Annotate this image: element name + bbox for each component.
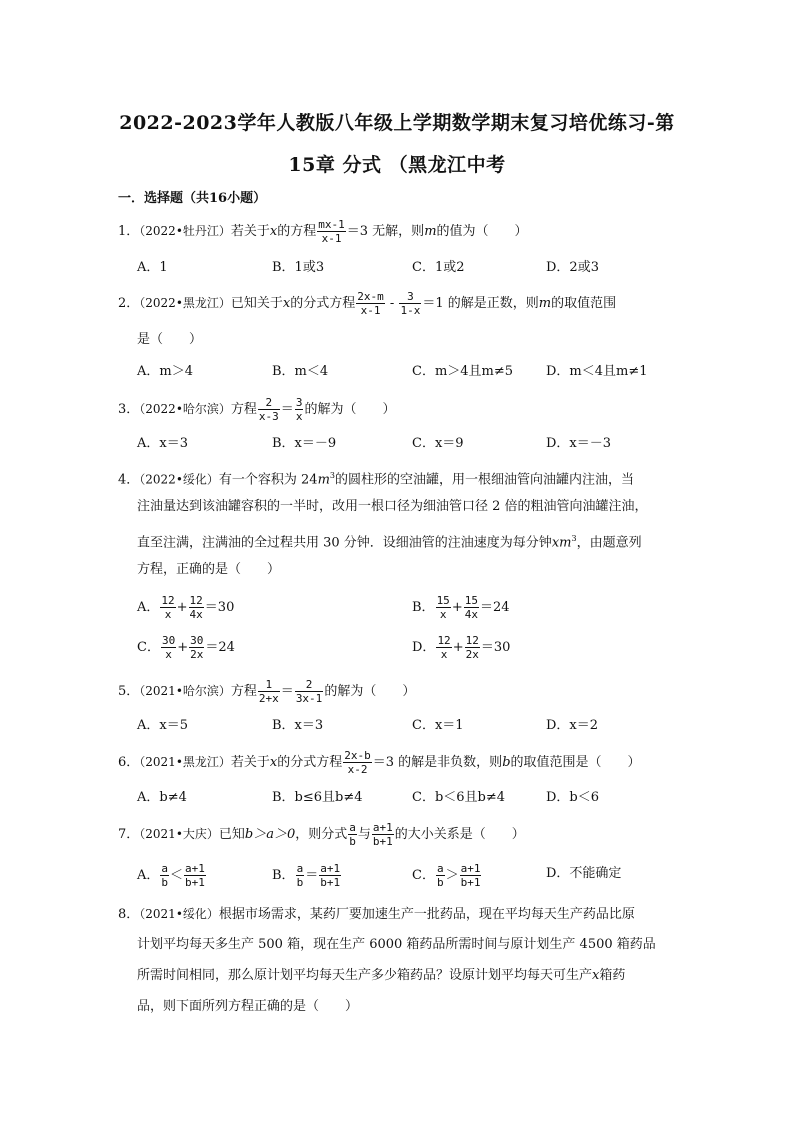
q4-d-op: + (452, 640, 464, 655)
q1-frac-den: x-1 (321, 232, 342, 245)
q3-number: 3． (118, 402, 140, 417)
q8-line1: 根据市场需求，某药厂要加速生产一批药品，现在平均每天生产药品比原 (218, 907, 635, 922)
q4-line3a: 直至注满，注满油的全过程共用 30 分钟．设细油管的注油速度为每分钟 (137, 535, 552, 551)
q2-option-b[interactable]: B．m＜4 (272, 364, 329, 379)
question-6 (118, 749, 698, 776)
q5-f1-num: 1 (258, 678, 280, 692)
question-2 (118, 290, 698, 317)
q3-option-b[interactable]: B．x＝－9 (272, 436, 337, 451)
q4-unit-m: m (317, 472, 330, 488)
q2-option-d[interactable]: D．m＜4且m≠1 (546, 364, 648, 379)
q4-b-f1n: 15 (436, 594, 450, 607)
q6-option-a[interactable]: A．b≠4 (137, 790, 187, 805)
page-title-line2: 15章 分式 （黑龙江中考 (288, 154, 506, 176)
q5-f2-den: 3x-1 (295, 692, 323, 705)
q4-b-frac2 (464, 594, 479, 621)
q8-line3b: 箱药 (599, 968, 626, 983)
q5-text2: 的解为（ ） (324, 684, 416, 699)
q4-a-f1n: 12 (161, 594, 175, 607)
q7-a-f2n: a+1 (185, 862, 205, 875)
q7-b-f1n: a (296, 862, 304, 875)
q4-b-f2d: 4x (464, 608, 478, 621)
q1-text4: 的值为（ ） (436, 224, 528, 239)
q4-option-c[interactable] (137, 634, 235, 661)
q2-text2: 的分式方程 (290, 296, 356, 311)
q6-source: （2021•黑龙江） (139, 755, 231, 769)
q4-d-rhs: ＝30 (480, 640, 511, 655)
q4-a-f2d: 4x (189, 608, 203, 621)
q1-var2: m (424, 224, 437, 239)
q2-fraction-1 (356, 290, 385, 317)
q4-option-d[interactable] (412, 634, 510, 661)
q8-line4: 品，则下面所列方程正确的是（ ） (137, 999, 359, 1014)
question-3 (118, 396, 698, 423)
q2-continuation: 是（ ） (137, 332, 203, 347)
q6-var: x (269, 755, 278, 770)
q5-number: 5． (118, 684, 140, 699)
q4-sup2: 3 (571, 534, 577, 543)
q8-line3a: 所需时间相同，那么原计划平均每天生产多少箱药品？设原计划平均每天可生产 (137, 968, 593, 983)
q2-f2-den: 1-x (400, 304, 421, 317)
q4-d-f1d: x (440, 648, 448, 661)
q6-text3: ＝3 的解是非负数，则 (372, 755, 503, 770)
q7-f2-den: b+1 (372, 835, 393, 848)
q1-option-a[interactable]: A．1 (137, 260, 168, 275)
q8-line2: 计划平均每天多生产 500 箱，现在生产 6000 箱药品所需时间与原计划生产 4500 箱药品 (137, 937, 656, 952)
q7-c-op: ＞ (445, 868, 459, 883)
q4-c-f1n: 30 (161, 634, 176, 647)
q7-f2-num: a+1 (372, 821, 393, 834)
q7-c-label: C． (412, 868, 435, 883)
q5-source: （2021•哈尔滨） (139, 684, 231, 698)
q4-a-rhs: ＝30 (204, 600, 235, 615)
q3-fraction-1 (258, 396, 280, 423)
q6-text4: 的取值范围是（ ） (510, 755, 641, 770)
q7-f1-num: a (349, 821, 356, 834)
q5-option-d[interactable]: D．x＝2 (546, 718, 599, 733)
q2-var: x (282, 296, 291, 311)
question-1 (118, 218, 698, 245)
q5-f2-num: 2 (295, 678, 324, 692)
q7-b-frac1 (296, 862, 305, 889)
q6-fraction (343, 749, 372, 776)
q3-f2-num: 3 (295, 396, 303, 409)
q4-b-frac1 (436, 594, 451, 621)
q6-var2: b (502, 755, 511, 770)
q7-text4: 的大小关系是（ ） (394, 827, 525, 842)
q7-b-frac2 (319, 862, 341, 889)
q6-option-d[interactable]: D．b＜6 (546, 790, 600, 805)
question-4 (118, 466, 698, 490)
q8-source: （2021•绥化） (139, 907, 219, 921)
q7-fraction-2 (372, 821, 394, 848)
q7-c-f2d: b+1 (460, 876, 481, 889)
q2-text3: ＝1 的解是正数，则 (422, 296, 539, 311)
q7-fraction-1 (348, 821, 357, 848)
q3-option-c[interactable]: C．x＝9 (412, 436, 464, 451)
q3-source: （2022•哈尔滨） (139, 402, 231, 416)
q4-c-label: C． (137, 640, 160, 655)
q2-f1-den: x-1 (360, 304, 381, 317)
q4-line1a: 有一个容积为 24 (218, 472, 318, 488)
q5-f1-den: 2+x (258, 692, 279, 705)
page-title-line1: 2022-2023学年人教版八年级上学期数学期末复习培优练习-第 (119, 112, 675, 134)
q7-source: （2021•大庆） (139, 827, 219, 841)
q2-source: （2022•黑龙江） (139, 296, 231, 310)
q4-d-frac2 (465, 634, 480, 661)
q8-line3 (137, 966, 625, 986)
q7-a-f2d: b+1 (185, 876, 205, 889)
q6-text: 若关于 (230, 755, 270, 770)
q8-number: 8． (118, 907, 140, 922)
q7-option-b[interactable] (272, 862, 342, 889)
q3-f1-num: 2 (258, 396, 280, 410)
q2-text: 已知关于 (230, 296, 283, 311)
q3-text: 方程 (230, 402, 257, 417)
q1-text3: ＝3 无解，则 (346, 224, 425, 239)
q5-fraction-2 (295, 678, 324, 705)
q5-option-a[interactable]: A．x＝5 (137, 718, 188, 733)
q3-option-d[interactable]: D．x＝－3 (546, 436, 612, 451)
q7-b-f2n: a+1 (320, 862, 341, 875)
q7-c-f1d: b (436, 876, 444, 889)
q7-a-label: A． (137, 868, 160, 883)
q8-var: x (592, 968, 600, 983)
q4-a-f2n: 12 (189, 594, 203, 607)
q7-b-f2d: b+1 (320, 876, 341, 889)
question-5 (118, 678, 698, 705)
q6-number: 6． (118, 755, 140, 770)
q4-b-rhs: ＝24 (479, 600, 510, 615)
q7-text3: 与 (357, 827, 371, 842)
q4-b-op: + (451, 600, 463, 615)
q1-source: （2022•牡丹江） (139, 224, 231, 238)
q3-f1-den: x-3 (258, 410, 279, 423)
q5-text: 方程 (230, 684, 257, 699)
q7-c-frac2 (460, 862, 482, 889)
section-heading: 一．选择题（共16小题） (118, 191, 267, 206)
q2-f1-num: 2x-m (357, 290, 384, 303)
q4-option-b[interactable] (412, 594, 510, 621)
q1-text: 若关于 (230, 224, 270, 239)
q7-a-f1d: b (161, 876, 169, 889)
q1-text2: 的方程 (277, 224, 317, 239)
q4-line2: 注油量达到该油罐容积的一半时，改用一根口径为细油管口径 2 倍的粗油管向油罐注油， (137, 499, 648, 514)
q3-fraction-2 (295, 396, 304, 423)
q7-option-d[interactable]: D．不能确定 (546, 866, 622, 881)
q7-c-f1n: a (436, 862, 444, 875)
q1-frac-num: mx-1 (318, 218, 345, 231)
q4-c-rhs: ＝24 (205, 640, 235, 655)
q5-equals: ＝ (280, 684, 294, 699)
question-7 (118, 821, 698, 848)
q4-line1b: 的圆柱形的空油罐，用一根细油管向油罐内注油，当 (335, 472, 635, 488)
q4-option-a[interactable] (137, 594, 234, 621)
q4-sup: 3 (329, 471, 336, 480)
q6-frac-den: x-2 (347, 763, 368, 776)
q1-var: x (269, 224, 278, 239)
q4-c-frac1 (161, 634, 176, 661)
q4-c-f2d: 2x (190, 648, 204, 661)
q4-d-f2d: 2x (465, 648, 479, 661)
q4-a-op: + (176, 600, 188, 615)
q5-option-b[interactable]: B．x＝3 (272, 718, 324, 733)
q7-text2: ，则分式 (295, 827, 348, 842)
q5-option-c[interactable]: C．x＝1 (412, 718, 464, 733)
q2-text4: 的取值范围 (551, 296, 617, 311)
q7-c-frac1 (436, 862, 445, 889)
q4-c-f1d: x (165, 648, 172, 661)
q4-source: （2022•绥化） (139, 472, 219, 487)
q1-fraction (317, 218, 346, 245)
q7-a-f1n: a (161, 862, 169, 875)
q1-option-b[interactable]: B．1或3 (272, 260, 325, 275)
q4-line3 (137, 529, 642, 553)
q4-a-frac2 (189, 594, 204, 621)
q7-option-c[interactable] (412, 862, 482, 889)
q2-var2: m (538, 296, 552, 311)
q2-option-c[interactable]: C．m＞4且m≠5 (412, 364, 514, 379)
q4-number: 4． (118, 472, 140, 488)
q4-d-f2n: 12 (465, 634, 479, 647)
q6-frac-num: 2x-b (344, 749, 371, 762)
q6-text2: 的分式方程 (277, 755, 343, 770)
q7-text: 已知 (218, 827, 245, 842)
q3-equals: ＝ (280, 402, 294, 417)
q4-c-f2n: 30 (190, 634, 204, 647)
q4-d-f1n: 12 (437, 634, 451, 647)
q7-a-frac2 (184, 862, 206, 889)
q3-option-a[interactable]: A．x＝3 (137, 436, 188, 451)
q1-option-d[interactable]: D．2或3 (546, 260, 599, 275)
q1-number: 1． (118, 224, 140, 239)
q2-minus: - (385, 296, 399, 311)
q4-d-label: D． (412, 640, 436, 655)
q6-option-c[interactable]: C．b＜6且b≠4 (412, 790, 506, 805)
q4-d-frac1 (436, 634, 451, 661)
q1-option-c[interactable]: C．1或2 (412, 260, 465, 275)
q4-a-frac1 (160, 594, 175, 621)
q3-f2-den: x (295, 410, 303, 423)
q7-condition: b＞a＞0 (244, 827, 296, 842)
q7-a-op: ＜ (170, 868, 184, 883)
q7-f1-den: b (349, 835, 356, 848)
q2-fraction-2 (399, 290, 421, 317)
question-8 (118, 904, 698, 925)
q4-line4: 方程，正确的是（ ） (137, 562, 281, 577)
q2-option-a[interactable]: A．m＞4 (137, 364, 193, 379)
q4-c-op: + (177, 640, 189, 655)
q2-number: 2． (118, 296, 140, 311)
q4-c-frac2 (189, 634, 204, 661)
q4-b-label: B． (412, 600, 435, 615)
q2-f2-num: 3 (399, 290, 421, 304)
q7-a-frac1 (160, 862, 169, 889)
q4-line3b: ，由题意列 (576, 535, 642, 551)
q7-b-label: B． (272, 868, 295, 883)
q7-b-f1d: b (296, 876, 304, 889)
q7-c-f2n: a+1 (460, 862, 481, 875)
q4-b-f1d: x (439, 608, 447, 621)
q4-b-f2n: 15 (464, 594, 478, 607)
q5-fraction-1 (258, 678, 280, 705)
q6-option-b[interactable]: B．b≤6且b≠4 (272, 790, 363, 805)
q7-option-a[interactable] (137, 862, 207, 889)
q3-text2: 的解为（ ） (304, 402, 396, 417)
q4-a-f1d: x (164, 608, 172, 621)
q4-var: xm (551, 535, 572, 551)
q7-number: 7． (118, 827, 140, 842)
q4-a-label: A． (137, 600, 160, 615)
q7-b-op: ＝ (305, 868, 319, 883)
